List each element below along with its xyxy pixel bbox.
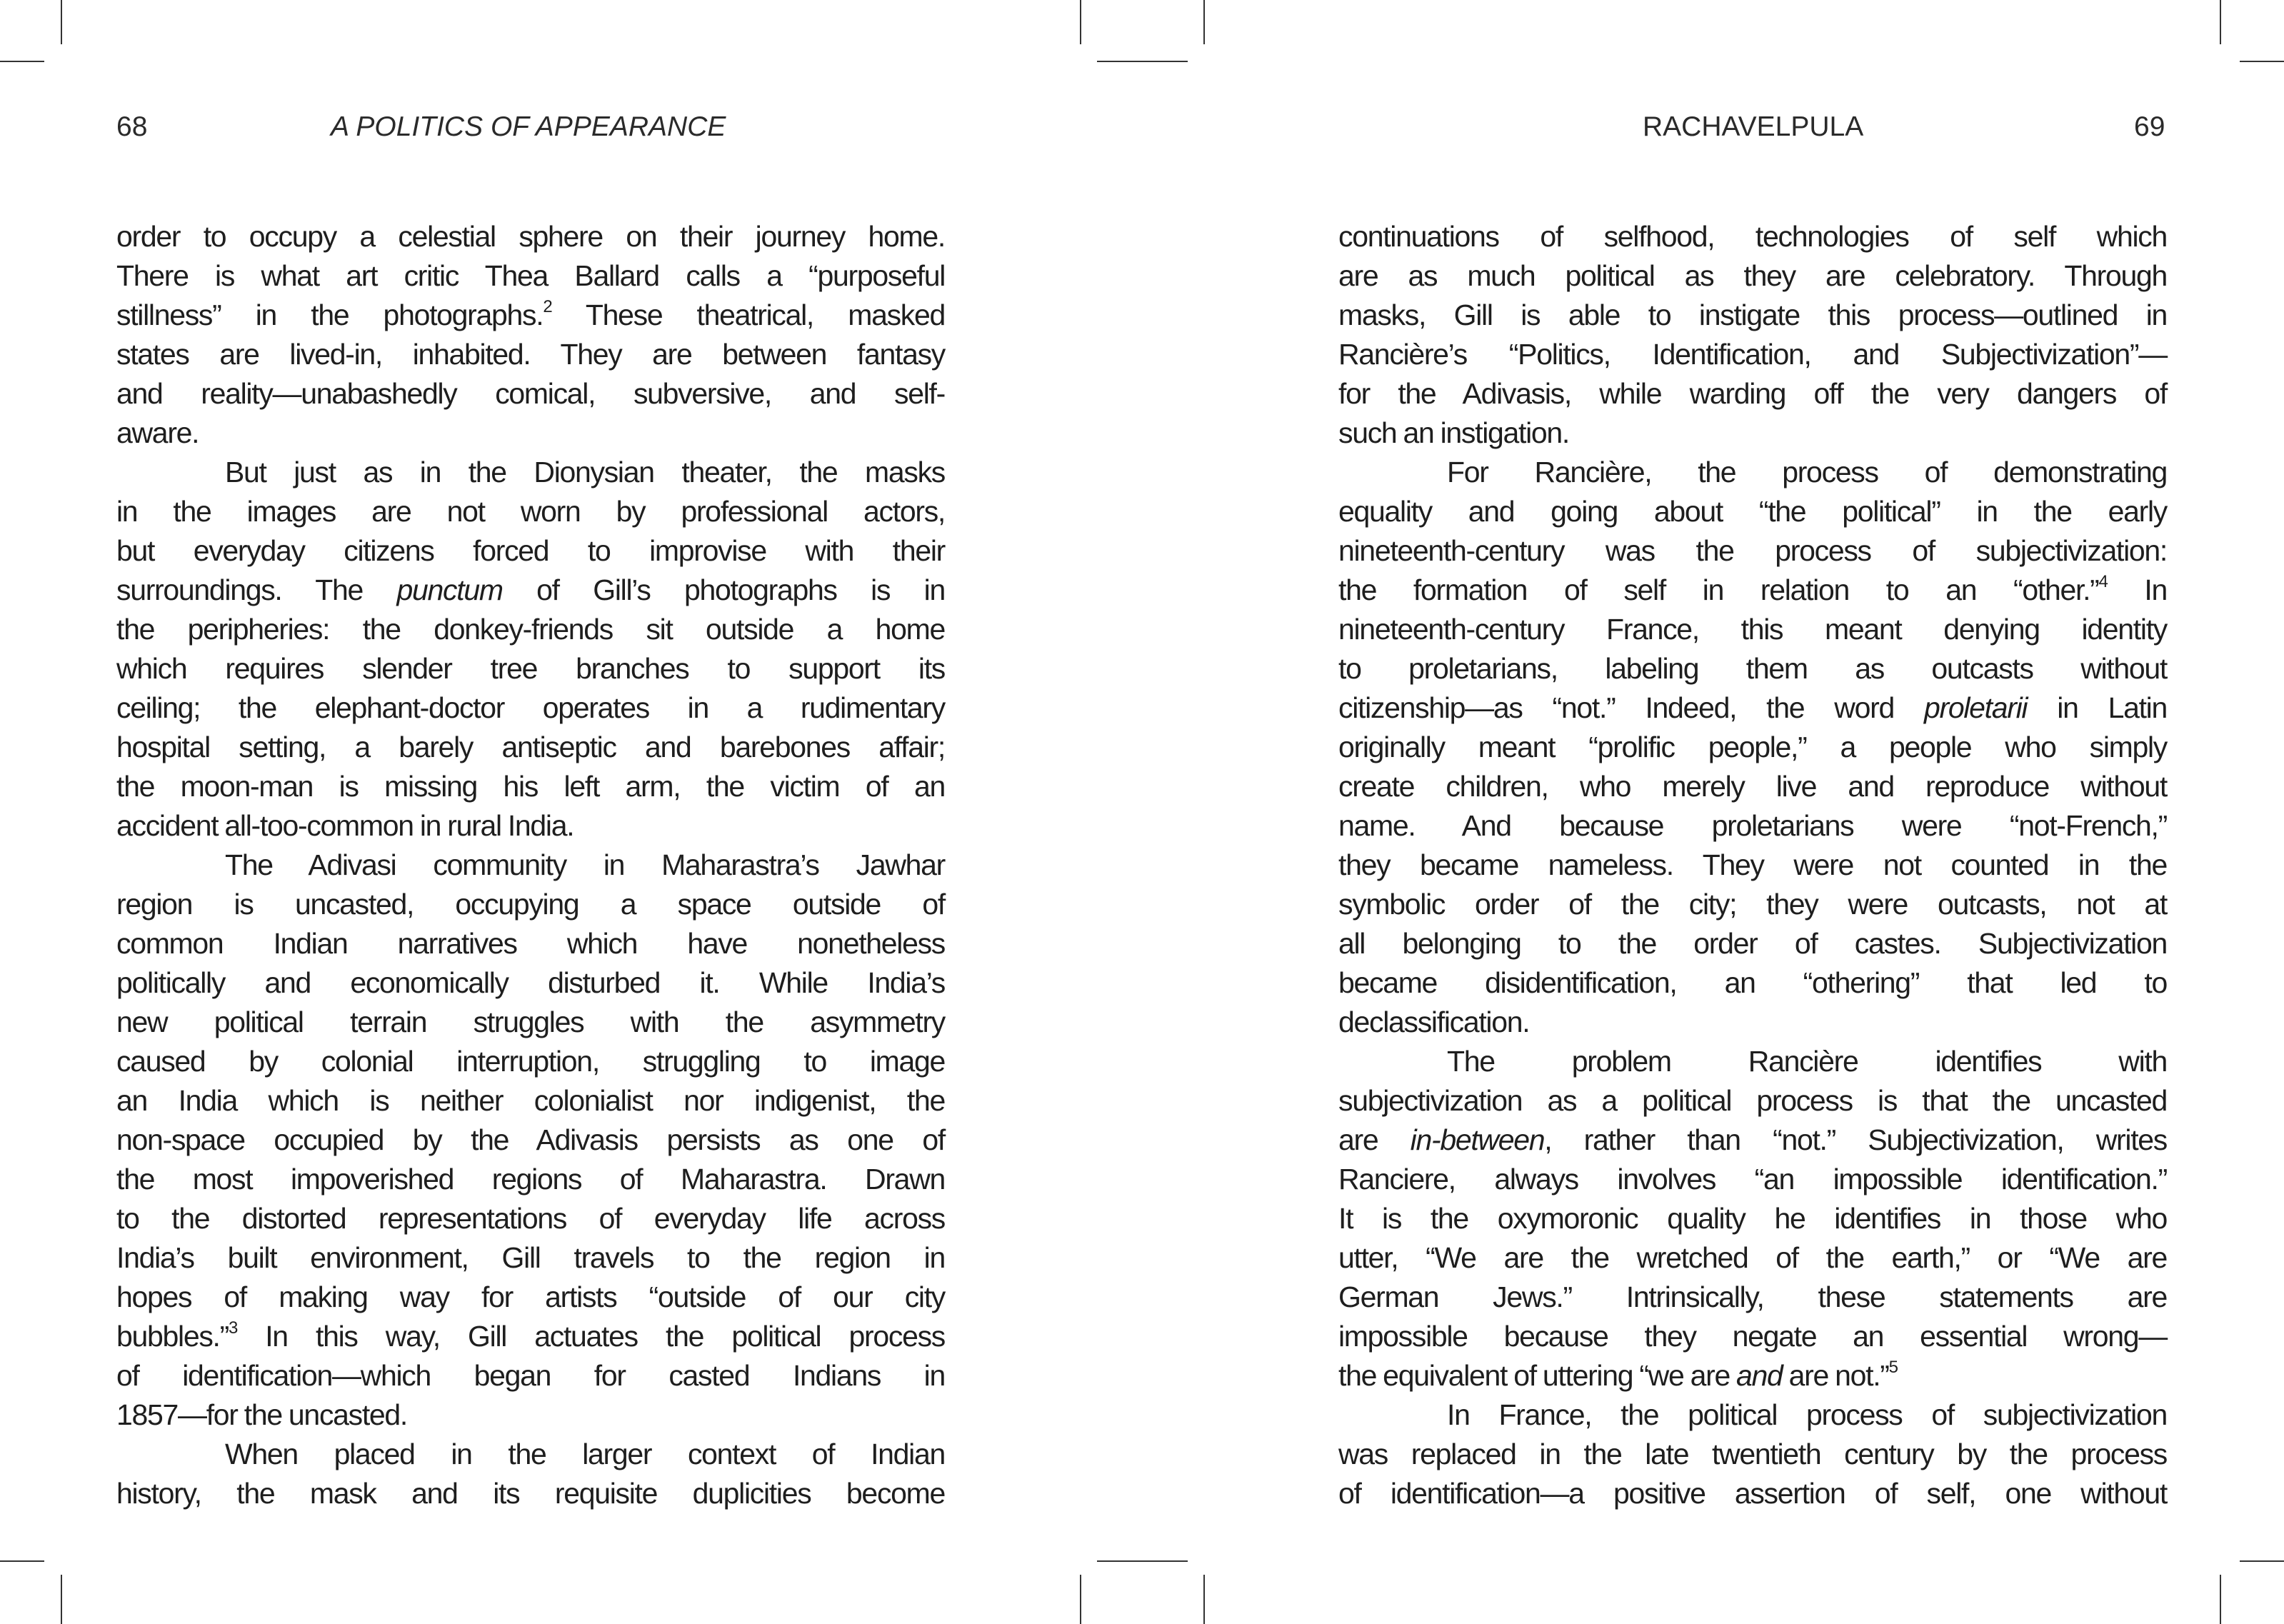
text-run: surroundings. The — [116, 573, 397, 606]
crop-mark — [0, 1560, 44, 1562]
text-run: an India which is neither colonialist nor indigenist, the — [116, 1084, 945, 1117]
text-run: nineteenth-century was the process of subjectivization: — [1338, 534, 2167, 567]
text-line — [1338, 1435, 2167, 1474]
text-run: nineteenth-century France, this meant denying identity — [1338, 613, 2167, 646]
text-line — [116, 885, 945, 924]
text-line — [1338, 1121, 2167, 1160]
text-run: impossible because they negate an essential wrong— — [1338, 1320, 2167, 1353]
text-line — [116, 571, 945, 610]
crop-mark — [1203, 1575, 1205, 1624]
text-line — [116, 256, 945, 296]
text-run: These theatrical, masked — [551, 299, 945, 331]
running-head-left: A POLITICS OF APPEARANCE — [331, 111, 726, 142]
text-line — [1338, 413, 2167, 453]
text-line — [1338, 1160, 2167, 1199]
text-run: all belonging to the order of castes. Subjectivization — [1338, 927, 2167, 960]
text-line — [1338, 256, 2167, 296]
text-run: equality and going about “the political” in the early — [1338, 495, 2167, 528]
text-line — [116, 1395, 945, 1435]
text-run: German Jews.” Intrinsically, these statements are — [1338, 1280, 2167, 1313]
text-line — [1338, 453, 2167, 492]
text-run: aware. — [116, 416, 199, 449]
text-run: of identification—a positive assertion of self, one without — [1338, 1477, 2167, 1510]
text-line — [1338, 728, 2167, 767]
text-line — [116, 1121, 945, 1160]
text-run: of identification—which began for casted Indians in — [116, 1359, 945, 1392]
text-line — [1338, 649, 2167, 688]
text-run: in Latin — [2027, 691, 2167, 724]
text-run: the moon-man is missing his left arm, the victim of an — [116, 770, 945, 803]
text-run: create children, who merely live and reproduce without — [1338, 770, 2167, 803]
text-line — [1338, 885, 2167, 924]
text-line — [116, 688, 945, 728]
footnote-ref: 4 — [2098, 572, 2108, 591]
text-run: In this way, Gill actuates the political process — [237, 1320, 945, 1353]
text-run: was replaced in the late twentieth century by the process — [1338, 1438, 2167, 1470]
text-line — [116, 531, 945, 571]
right-page-body — [1338, 217, 2167, 1513]
crop-mark — [1097, 61, 1188, 62]
text-line — [116, 924, 945, 963]
page-number-right: 69 — [2134, 111, 2165, 142]
text-run: It is the oxymoronic quality he identifies in those who — [1338, 1202, 2167, 1235]
crop-mark — [1080, 1575, 1081, 1624]
text-run: The problem Rancière identifies with — [1447, 1045, 2167, 1078]
text-run: and reality—unabashedly comical, subversive, and self- — [116, 377, 945, 410]
text-line — [116, 1160, 945, 1199]
text-run: new political terrain struggles with the asymmetry — [116, 1006, 945, 1038]
text-run: to the distorted representations of everyday life across — [116, 1202, 945, 1235]
italic-text: and — [1736, 1359, 1783, 1392]
text-line — [1338, 963, 2167, 1003]
text-line — [1338, 1003, 2167, 1042]
page-number-left: 68 — [116, 111, 148, 142]
text-line — [1338, 1278, 2167, 1317]
footnote-ref: 2 — [543, 297, 552, 316]
text-run: states are lived-in, inhabited. They are between fantasy — [116, 338, 945, 371]
text-line — [116, 217, 945, 256]
text-run: are not.” — [1782, 1359, 1889, 1392]
text-run: in the images are not worn by professional actors, — [116, 495, 945, 528]
text-run: became disidentification, an “othering” that led to — [1338, 966, 2167, 999]
text-line — [1338, 374, 2167, 413]
text-run: stillness” in the photographs. — [116, 299, 544, 331]
text-run: the formation of self in relation to an “other.” — [1338, 573, 2099, 606]
text-line — [1338, 1395, 2167, 1435]
text-run: are as much political as they are celebratory. Through — [1338, 259, 2167, 292]
text-run: There is what art critic Thea Ballard calls a “purposeful — [116, 259, 945, 292]
text-run: In — [2107, 573, 2167, 606]
crop-mark — [2220, 0, 2221, 44]
crop-mark — [1080, 0, 1081, 44]
text-run: but everyday citizens forced to improvise with their — [116, 534, 945, 567]
text-run: ceiling; the elephant-doctor operates in a rudimentary — [116, 691, 945, 724]
text-run: of Gill’s photographs is in — [502, 573, 945, 606]
text-run: For Rancière, the process of demonstrating — [1447, 456, 2167, 488]
text-run: subjectivization as a political process is that the uncasted — [1338, 1084, 2167, 1117]
text-run: the most impoverished regions of Maharastra. Drawn — [116, 1163, 945, 1196]
crop-mark — [61, 1575, 62, 1624]
text-run: accident all-too-common in rural India. — [116, 809, 574, 842]
text-run: caused by colonial interruption, struggling to image — [116, 1045, 945, 1078]
text-line — [116, 1199, 945, 1238]
text-line — [1338, 571, 2167, 610]
text-run: But just as in the Dionysian theater, the masks — [225, 456, 945, 488]
text-line — [1338, 1356, 2167, 1395]
footnote-ref: 3 — [228, 1318, 238, 1338]
text-line — [1338, 688, 2167, 728]
text-line — [1338, 924, 2167, 963]
text-run: history, the mask and its requisite duplicities become — [116, 1477, 945, 1510]
text-run: originally meant “prolific people,” a people who simply — [1338, 731, 2167, 763]
text-line — [116, 1317, 945, 1356]
text-line — [1338, 1081, 2167, 1121]
text-run: utter, “We are the wretched of the earth,” or “We are — [1338, 1241, 2167, 1274]
text-line — [116, 453, 945, 492]
left-page-body — [116, 217, 945, 1513]
text-run: which requires slender tree branches to support its — [116, 652, 945, 685]
text-line — [1338, 531, 2167, 571]
crop-mark — [0, 61, 44, 62]
text-run: region is uncasted, occupying a space outside of — [116, 888, 945, 921]
text-line — [1338, 492, 2167, 531]
text-line — [1338, 610, 2167, 649]
text-line — [116, 1356, 945, 1395]
crop-mark — [61, 0, 62, 44]
text-run: common Indian narratives which have nonetheless — [116, 927, 945, 960]
text-line — [116, 413, 945, 453]
text-run: the equivalent of uttering “we are — [1338, 1359, 1737, 1392]
crop-mark — [2220, 1575, 2221, 1624]
italic-text: punctum — [396, 573, 503, 606]
text-run: hospital setting, a barely antiseptic and barebones affair; — [116, 731, 945, 763]
text-line — [1338, 296, 2167, 335]
text-line — [1338, 1474, 2167, 1513]
text-line — [116, 728, 945, 767]
text-run: India’s built environment, Gill travels to the region in — [116, 1241, 945, 1274]
text-line — [116, 610, 945, 649]
text-line — [1338, 217, 2167, 256]
text-run: order to occupy a celestial sphere on their journey home. — [116, 220, 945, 253]
footnote-ref: 5 — [1888, 1358, 1898, 1377]
text-line — [116, 1042, 945, 1081]
crop-mark — [1097, 1560, 1188, 1562]
text-run: bubbles.” — [116, 1320, 229, 1353]
text-line — [1338, 335, 2167, 374]
text-run: for the Adivasis, while warding off the very dangers of — [1338, 377, 2167, 410]
text-line — [1338, 806, 2167, 846]
text-line — [116, 806, 945, 846]
text-line — [116, 335, 945, 374]
crop-mark — [1203, 0, 1205, 44]
italic-text: in-between — [1410, 1123, 1545, 1156]
text-run: hopes of making way for artists “outside of our city — [116, 1280, 945, 1313]
text-line — [116, 1238, 945, 1278]
text-line — [116, 649, 945, 688]
text-run: Rancière’s “Politics, Identification, and Subjectivization”— — [1338, 338, 2167, 371]
text-run: 1857—for the uncasted. — [116, 1398, 408, 1431]
text-line — [1338, 1317, 2167, 1356]
text-run: the peripheries: the donkey-friends sit outside a home — [116, 613, 945, 646]
text-run: The Adivasi community in Maharastra’s Jawhar — [225, 848, 945, 881]
text-run: to proletarians, labeling them as outcasts without — [1338, 652, 2167, 685]
crop-mark — [2240, 61, 2284, 62]
text-line — [1338, 1199, 2167, 1238]
italic-text: proletarii — [1924, 691, 2028, 724]
text-run: they became nameless. They were not counted in the — [1338, 848, 2167, 881]
text-run: politically and economically disturbed it. While India’s — [116, 966, 945, 999]
text-line — [116, 1474, 945, 1513]
text-run: In France, the political process of subjectivization — [1447, 1398, 2167, 1431]
text-line — [1338, 767, 2167, 806]
text-run: name. And because proletarians were “not-French,” — [1338, 809, 2167, 842]
text-run: are — [1338, 1123, 1411, 1156]
text-line — [116, 492, 945, 531]
text-run: , rather than “not.” Subjectivization, writes — [1544, 1123, 2168, 1156]
text-line — [116, 767, 945, 806]
text-run: When placed in the larger context of Indian — [225, 1438, 945, 1470]
text-run: masks, Gill is able to instigate this process—outlined in — [1338, 299, 2167, 331]
text-run: symbolic order of the city; they were outcasts, not at — [1338, 888, 2167, 921]
text-run: non-space occupied by the Adivasis persists as one of — [116, 1123, 945, 1156]
crop-mark — [2240, 1560, 2284, 1562]
text-run: such an instigation. — [1338, 416, 1570, 449]
text-line — [116, 1003, 945, 1042]
text-line — [116, 846, 945, 885]
text-line — [116, 1081, 945, 1121]
text-line — [1338, 1042, 2167, 1081]
text-run: Ranciere, always involves “an impossible identification.” — [1338, 1163, 2167, 1196]
text-line — [116, 374, 945, 413]
text-line — [116, 1278, 945, 1317]
text-run: citizenship—as “not.” Indeed, the word — [1338, 691, 1924, 724]
text-line — [1338, 846, 2167, 885]
text-run: declassification. — [1338, 1006, 1530, 1038]
text-line — [116, 963, 945, 1003]
text-line — [116, 1435, 945, 1474]
text-line — [1338, 1238, 2167, 1278]
text-run: continuations of selfhood, technologies of self which — [1338, 220, 2167, 253]
text-line — [116, 296, 945, 335]
running-head-right: RACHAVELPULA — [1643, 111, 1864, 142]
